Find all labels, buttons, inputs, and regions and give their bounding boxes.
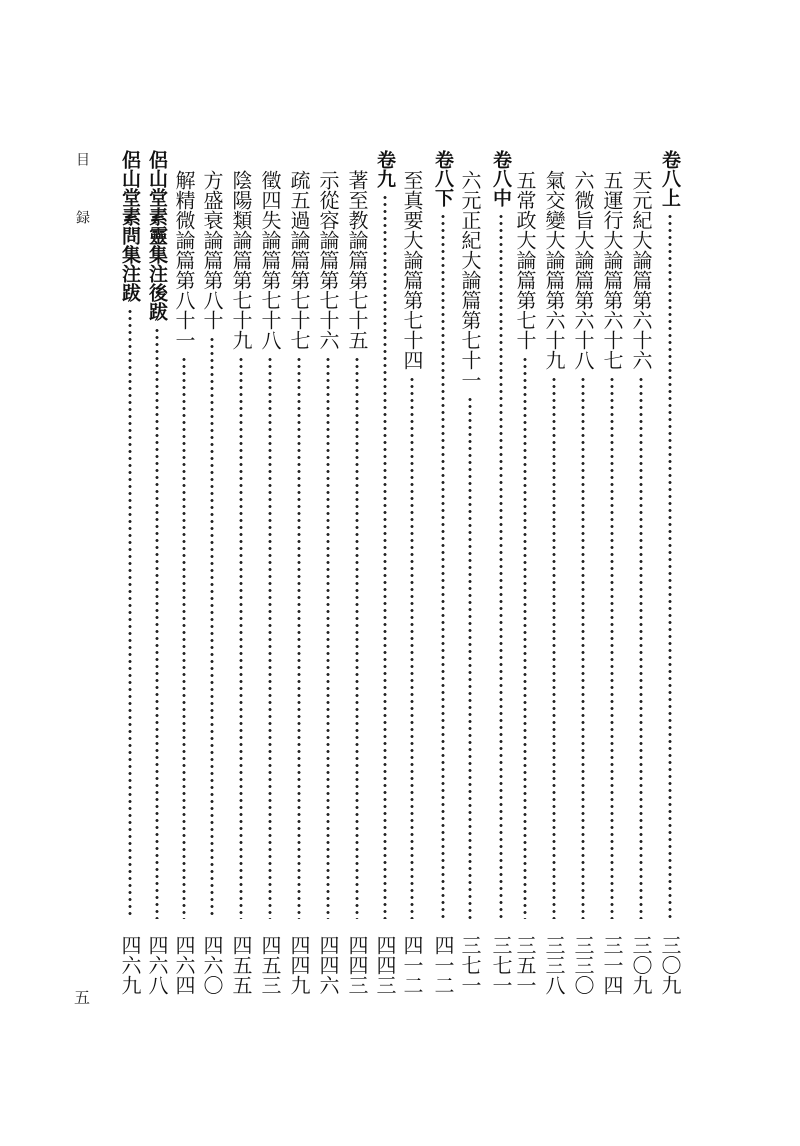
toc-entry-title: 陰陽類論篇第七十九 (229, 170, 253, 350)
toc-page-number: 三七一 (458, 935, 482, 995)
toc-page-number: 三三〇 (571, 935, 595, 995)
toc-entry-title: 著至教論篇第七十五 (345, 170, 369, 350)
toc-entry-title: 五常政大論篇第七十 (513, 170, 537, 350)
toc-entry (117, 150, 143, 925)
toc-entry-title: 疏五過論篇第七十七 (287, 170, 311, 350)
toc-entry (372, 150, 398, 925)
toc-page-number: 三五一 (513, 935, 537, 995)
margin-section-label: 目 録 (74, 152, 90, 238)
toc-page-number: 四一二 (431, 935, 455, 995)
toc-entry (171, 170, 197, 925)
toc-page-number: 四六四 (172, 935, 196, 995)
dot-leader (610, 376, 614, 919)
toc-heading-title: 侶山堂素問集注跋 (119, 150, 141, 302)
toc-page-number: 四四三 (345, 935, 369, 995)
toc-page-number: 四六八 (145, 935, 169, 995)
dot-leader (523, 356, 527, 919)
toc-entry (541, 170, 567, 925)
toc-page-number: 四一二 (400, 935, 424, 995)
toc-heading-title: 卷八上 (659, 150, 681, 207)
toc-entry-title: 解精微論篇第八十一 (172, 170, 196, 350)
toc-entry (228, 170, 254, 925)
toc-page-number: 三〇九 (629, 935, 653, 995)
toc-entry (457, 170, 483, 925)
toc-entry-title: 方盛衰論篇第八十 (200, 170, 224, 330)
dot-leader (155, 327, 159, 919)
dot-leader (499, 213, 503, 919)
toc-entry-title: 徵四失論篇第七十八 (258, 170, 282, 350)
toc-entry (344, 170, 370, 925)
toc-entry (488, 150, 514, 925)
dot-leader (239, 356, 243, 919)
toc-entry (657, 150, 683, 925)
toc-page-number: 三七一 (489, 935, 513, 995)
toc-heading-title: 卷八下 (432, 150, 454, 207)
dot-leader (468, 396, 472, 919)
toc-page-number: 四五五 (229, 935, 253, 995)
toc-entry-title: 五運行大論篇第六十七 (600, 170, 624, 370)
toc-page-number: 三〇九 (658, 935, 682, 995)
toc-entry (430, 150, 456, 925)
dot-leader (668, 213, 672, 919)
toc-entry (399, 170, 425, 925)
toc-entry-title: 六元正紀大論篇第七十一 (458, 170, 482, 390)
toc-page-number: 四六九 (118, 935, 142, 995)
dot-leader (355, 356, 359, 919)
toc-entry (286, 170, 312, 925)
toc-entry-title: 天元紀大論篇第六十六 (629, 170, 653, 370)
toc-page-number: 四五三 (258, 935, 282, 995)
toc-page-number: 四六〇 (200, 935, 224, 995)
dot-leader (297, 356, 301, 919)
toc-entry (257, 170, 283, 925)
dot-leader (326, 356, 330, 919)
dot-leader (441, 213, 445, 919)
toc-page-number: 三三八 (542, 935, 566, 995)
dot-leader (552, 376, 556, 919)
toc-entry-title: 六微旨大論篇第六十八 (571, 170, 595, 370)
toc-heading-title: 卷九 (374, 150, 396, 188)
toc-heading-title: 侶山堂素靈集注後跋 (146, 150, 168, 321)
toc-entry-title: 示從容論篇第七十六 (316, 170, 340, 350)
dot-leader (182, 356, 186, 919)
dot-leader (581, 376, 585, 919)
toc-heading-title: 卷八中 (490, 150, 512, 207)
toc-page-number: 四四六 (316, 935, 340, 995)
page-folio: 五 (74, 988, 91, 1007)
toc-page-number: 三一四 (600, 935, 624, 995)
dot-leader (268, 356, 272, 919)
toc-entry (570, 170, 596, 925)
toc-entry (512, 170, 538, 925)
toc-entry (315, 170, 341, 925)
dot-leader (128, 308, 132, 919)
toc-entry (628, 170, 654, 925)
toc-entry (144, 150, 170, 925)
toc-page-number: 四四九 (287, 935, 311, 995)
dot-leader (210, 336, 214, 919)
dot-leader (383, 194, 387, 919)
dot-leader (639, 376, 643, 919)
toc-entry (599, 170, 625, 925)
toc-entry-title: 氣交變大論篇第六十九 (542, 170, 566, 370)
dot-leader (410, 376, 414, 919)
toc-entry-title: 至真要大論篇第七十四 (400, 170, 424, 370)
toc-entry (199, 170, 225, 925)
toc-page-number: 四四三 (373, 935, 397, 995)
